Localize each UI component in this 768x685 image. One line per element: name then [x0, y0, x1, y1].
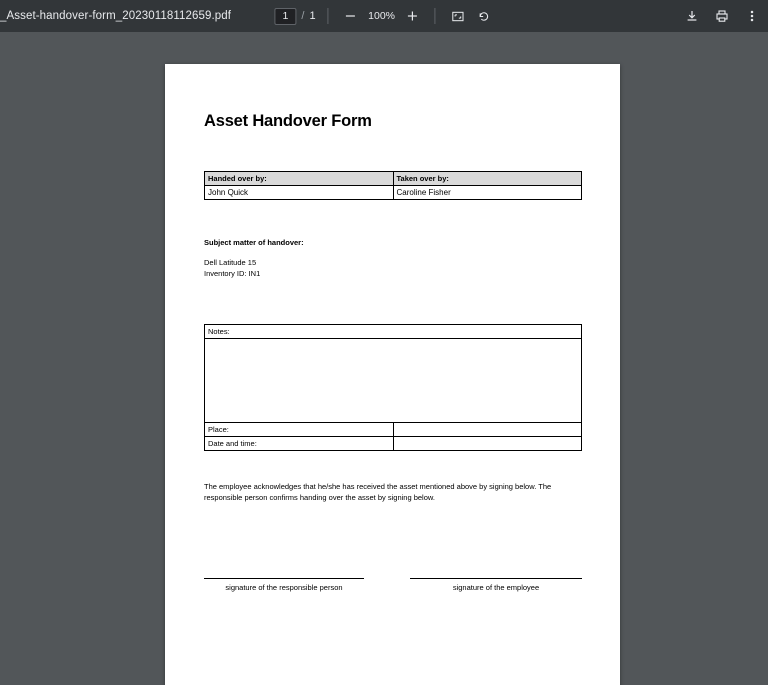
- signature-line: [410, 578, 582, 579]
- zoom-out-button[interactable]: [341, 6, 361, 26]
- acknowledgement-text: The employee acknowledges that he/she has received the asset mentioned above by signing below. The responsible person confirms handing over the asset by signing below.: [204, 481, 552, 503]
- signature-responsible-block: [204, 578, 364, 592]
- taken-over-by-header: Taken over by:: [393, 172, 582, 186]
- toolbar-right-controls: [682, 6, 762, 26]
- inventory-id: Inventory ID: IN1: [204, 268, 261, 278]
- fit-to-page-button[interactable]: [448, 6, 468, 26]
- table-row: [205, 338, 582, 422]
- datetime-field: [393, 436, 582, 450]
- page-separator: /: [301, 10, 305, 22]
- subject-matter-values: [204, 258, 582, 280]
- file-name-label: _Asset-handover-form_20230118112659.pdf: [0, 10, 232, 22]
- handed-over-by-value: John Quick: [205, 186, 394, 200]
- pdf-viewer[interactable]: [0, 32, 768, 685]
- notes-field: [205, 338, 582, 422]
- rotate-counterclockwise-button[interactable]: [474, 6, 494, 26]
- page-number-input[interactable]: [274, 8, 296, 25]
- table-row: [205, 172, 582, 186]
- taken-over-by-value: Caroline Fisher: [393, 186, 582, 200]
- table-row: [205, 324, 582, 338]
- more-options-button[interactable]: [742, 6, 762, 26]
- page-navigation: [274, 8, 315, 25]
- document-title: Asset Handover Form: [204, 112, 372, 130]
- handover-table: [204, 171, 582, 200]
- signature-responsible-caption: signature of the responsible person: [225, 583, 343, 592]
- notes-table: [204, 324, 582, 451]
- zoom-level-label: 100%: [368, 10, 396, 22]
- handed-over-by-header: Handed over by:: [205, 172, 394, 186]
- signature-row: [204, 578, 582, 592]
- table-row: [205, 186, 582, 200]
- place-label: Place:: [205, 422, 394, 436]
- toolbar-divider-2: [435, 8, 436, 24]
- download-button[interactable]: [682, 6, 702, 26]
- place-field: [393, 422, 582, 436]
- pdf-toolbar: [0, 0, 768, 32]
- table-row: [205, 436, 582, 450]
- print-button[interactable]: [712, 6, 732, 26]
- toolbar-divider-1: [328, 8, 329, 24]
- document-content: [204, 112, 582, 592]
- signature-line: [204, 578, 364, 579]
- notes-label: Notes:: [205, 324, 582, 338]
- datetime-label: Date and time:: [205, 436, 394, 450]
- zoom-in-button[interactable]: [403, 6, 423, 26]
- subject-matter-label: Subject matter of handover:: [204, 238, 304, 247]
- asset-name: Dell Latitude 15: [204, 258, 257, 267]
- table-row: [205, 422, 582, 436]
- signature-employee-caption: signature of the employee: [452, 583, 540, 592]
- signature-employee-block: [410, 578, 582, 592]
- toolbar-center-controls: [274, 6, 493, 26]
- pdf-page: [165, 64, 620, 685]
- page-total-label: 1: [309, 10, 316, 22]
